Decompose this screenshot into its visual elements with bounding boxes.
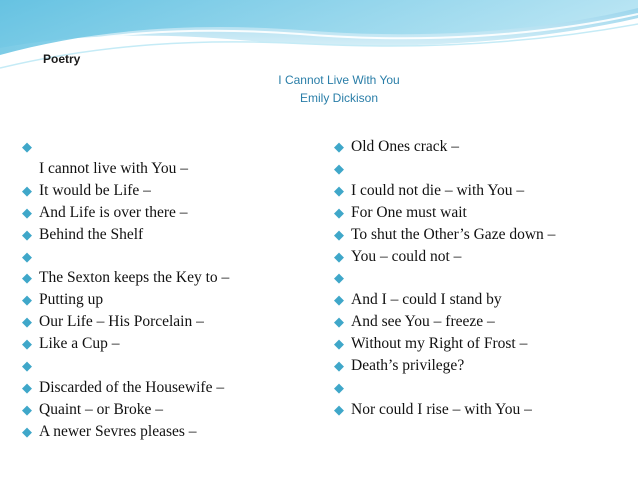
- diamond-bullet-icon: ◆: [334, 182, 344, 198]
- poem-line: [334, 355, 634, 377]
- poem-line-text: Discarded of the Housewife –: [39, 378, 225, 396]
- poem-line-text: Without my Right of Frost –: [351, 335, 528, 353]
- diamond-bullet-icon: ◆: [22, 270, 32, 286]
- poem-line-text: Old Ones crack –: [351, 138, 460, 155]
- poem-line: [334, 267, 634, 289]
- poem-line-text: Behind the Shelf: [39, 225, 144, 243]
- poem-line-text: Death’s privilege?: [351, 357, 465, 375]
- diamond-bullet-icon: ◆: [22, 401, 32, 417]
- poem-line-text: [351, 377, 634, 399]
- poem-line: [334, 289, 634, 311]
- poem-line-text: And see You – freeze –: [351, 313, 495, 331]
- diamond-bullet-icon: ◆: [22, 182, 32, 198]
- poem-line-text: Nor could I rise – with You –: [351, 400, 532, 418]
- poem-line-text: [351, 158, 634, 180]
- poem-line: [334, 311, 634, 333]
- poem-line-text: [39, 246, 322, 268]
- diamond-bullet-icon: ◆: [334, 292, 344, 308]
- diamond-bullet-icon: ◆: [334, 401, 344, 417]
- poem-line: [22, 136, 322, 180]
- poem-line-text: For One must wait: [351, 203, 467, 221]
- poem-line-text: To shut the Other’s Gaze down –: [351, 225, 556, 243]
- poem-line: [22, 246, 322, 268]
- diamond-bullet-icon: ◆: [334, 139, 344, 154]
- poem-line: [334, 377, 634, 399]
- diamond-bullet-icon: ◆: [334, 314, 344, 330]
- poem-line: [334, 136, 634, 158]
- diamond-bullet-icon: ◆: [334, 160, 344, 176]
- poem-line-text: It would be Life –: [39, 181, 151, 199]
- diamond-bullet-icon: ◆: [22, 226, 32, 242]
- poem-line-text: The Sexton keeps the Key to –: [39, 269, 230, 287]
- diamond-bullet-icon: ◆: [334, 358, 344, 374]
- poem-line: [22, 377, 322, 399]
- poem-line: [22, 355, 322, 377]
- poem-line: [334, 399, 634, 421]
- diamond-bullet-icon: ◆: [22, 423, 32, 439]
- section-label: Poetry: [43, 52, 81, 66]
- poem-line: [334, 180, 634, 202]
- poem-line: [334, 224, 634, 246]
- poem-line: [22, 202, 322, 224]
- diamond-bullet-icon: ◆: [22, 248, 32, 264]
- poem-line-text: You – could not –: [351, 247, 462, 265]
- poem-author: Emily Dickison: [299, 91, 378, 105]
- poem-line-text: Quaint – or Broke –: [39, 400, 163, 418]
- poem-line: [22, 224, 322, 246]
- poem-line: [334, 158, 634, 180]
- poem-line: [22, 421, 322, 443]
- poem-line-text: I could not die – with You –: [351, 181, 525, 199]
- diamond-bullet-icon: ◆: [334, 204, 344, 220]
- poem-line-text: [39, 355, 322, 377]
- diamond-bullet-icon: ◆: [22, 379, 32, 395]
- diamond-bullet-icon: ◆: [22, 358, 32, 374]
- poem-line-text: [351, 267, 634, 289]
- diamond-bullet-icon: ◆: [22, 314, 32, 330]
- poem-line-text: Our Life – His Porcelain –: [39, 313, 204, 331]
- diamond-bullet-icon: ◆: [22, 139, 32, 154]
- poem-line-text: I cannot live with You –: [39, 159, 188, 177]
- poem-line: [22, 289, 322, 311]
- poem-line: [22, 333, 322, 355]
- poem-line-text: And Life is over there –: [39, 203, 188, 221]
- poem-line: [22, 180, 322, 202]
- poem-line-text: Like a Cup –: [39, 335, 120, 353]
- diamond-bullet-icon: ◆: [334, 270, 344, 286]
- poem-title: I Cannot Live With You: [278, 73, 400, 87]
- poem-line: [334, 246, 634, 268]
- poem-line: [22, 311, 322, 333]
- poem-line: [334, 202, 634, 224]
- poem-line: [22, 399, 322, 421]
- left-column-list: [22, 136, 322, 443]
- diamond-bullet-icon: ◆: [334, 379, 344, 395]
- decorative-banner: [0, 0, 638, 80]
- poem-line: [334, 333, 634, 355]
- poem-line: [22, 267, 322, 289]
- poem-line-text: Putting up: [39, 291, 104, 309]
- diamond-bullet-icon: ◆: [22, 204, 32, 220]
- poem-line-text: A newer Sevres pleases –: [39, 422, 197, 440]
- diamond-bullet-icon: ◆: [22, 336, 32, 352]
- diamond-bullet-icon: ◆: [22, 292, 32, 308]
- diamond-bullet-icon: ◆: [334, 226, 344, 242]
- poem-line-text: And I – could I stand by: [351, 291, 502, 309]
- diamond-bullet-icon: ◆: [334, 336, 344, 352]
- right-column-list: [334, 136, 634, 421]
- diamond-bullet-icon: ◆: [334, 248, 344, 264]
